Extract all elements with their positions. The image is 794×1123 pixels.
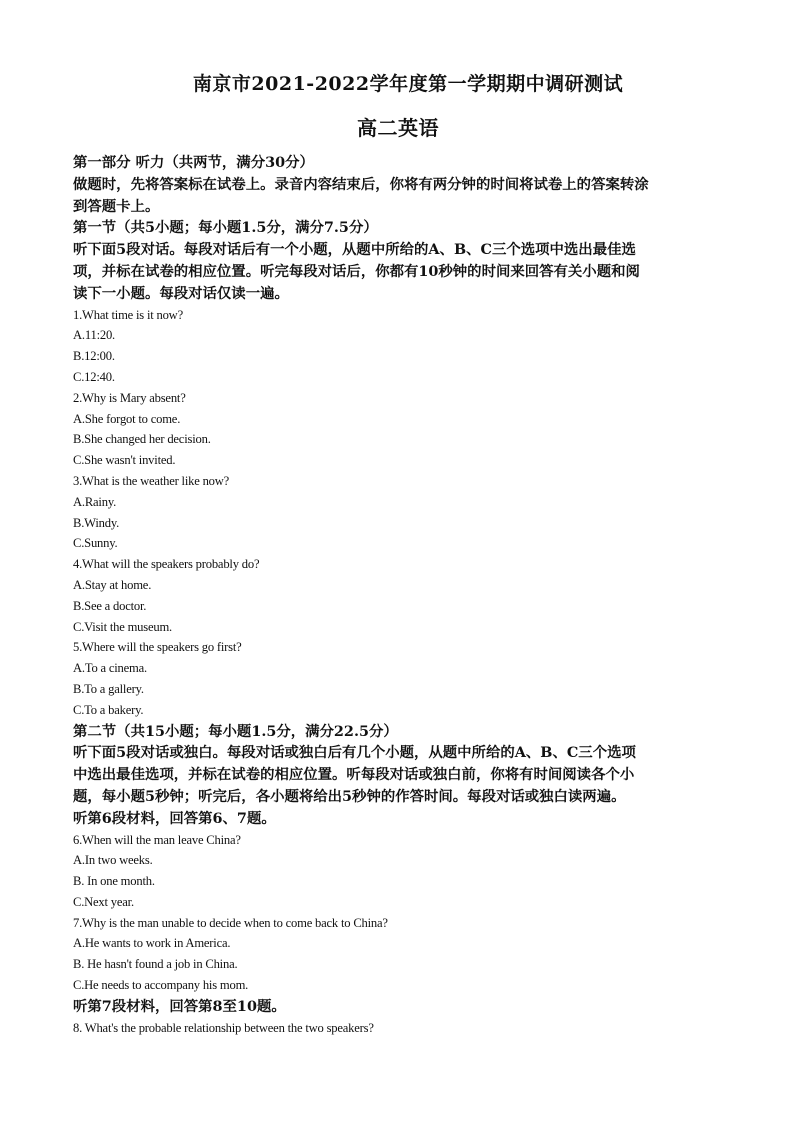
option-a: A.Rainy. [73,494,117,509]
material-7-heading: 听第7段材料，回答第8至10题。 [73,997,286,1015]
section1-instruction-line: 项，并标在试卷的相应位置。听完每段对话后，你都有10秒钟的时间来回答有关小题和阅 [73,262,640,280]
option-c: C.12:40. [73,369,115,384]
question-1: 1.What time is it now? [73,307,183,322]
option-c: C.Next year. [73,894,134,909]
part1-intro-line: 做题时，先将答案标在试卷上。录音内容结束后，你将有两分钟的时间将试卷上的答案转涂 [73,175,649,193]
question-7: 7.Why is the man unable to decide when to come back to China? [73,915,388,930]
option-a: A.In two weeks. [73,853,153,868]
option-c: C.She wasn't invited. [73,453,176,468]
option-b: B.See a doctor. [73,598,147,613]
question-5: 5.Where will the speakers go first? [73,640,242,655]
option-c: C.Visit the museum. [73,619,172,634]
material-6-heading: 听第6段材料，回答第6、7题。 [73,809,276,827]
section1-instruction-line: 听下面5段对话。每段对话后有一个小题，从题中所给的A、B、C三个选项中选出最佳选 [73,241,636,259]
option-c: C.To a bakery. [73,702,144,717]
question-6: 6.When will the man leave China? [73,832,241,847]
exam-subject: 高二英语 [357,116,439,140]
option-a: A.To a cinema. [73,661,147,676]
exam-page [73,70,723,1038]
option-b: B.She changed her decision. [73,432,211,447]
part1-heading: 第一部分 听力（共两节，满分30分） [73,154,314,171]
option-b: B.To a gallery. [73,681,144,696]
option-a: A.11:20. [73,328,116,343]
question-8: 8. What's the probable relationship between the two speakers? [73,1020,374,1035]
question-4: 4.What will the speakers probably do? [73,557,260,572]
option-a: A.He wants to work in America. [73,936,231,951]
option-a: A.Stay at home. [73,577,152,592]
option-c: C.Sunny. [73,536,118,551]
exam-title: 南京市2021-2022学年度第一学期期中调研测试 [192,73,624,95]
section1-instruction-line: 读下一小题。每段对话仅读一遍。 [73,284,289,302]
question-3: 3.What is the weather like now? [73,473,230,488]
section1-heading: 第一节（共5小题；每小题1.5分，满分7.5分） [73,219,378,237]
part1-intro-line: 到答题卡上。 [73,197,160,215]
option-b: B.Windy. [73,515,120,530]
option-b: B. He hasn't found a job in China. [73,957,238,972]
section2-instruction-line: 中选出最佳选项，并标在试卷的相应位置。听每段对话或独白前，你将有时间阅读各个小 [73,766,635,784]
question-2: 2.Why is Mary absent? [73,390,186,405]
option-b: B.12:00. [73,349,115,364]
option-b: B. In one month. [73,874,155,889]
section2-instruction-line: 听下面5段对话或独白。每段对话或独白后有几个小题，从题中所给的A、B、C三个选项 [73,744,636,762]
section2-instruction-line: 题，每小题5秒钟；听完后，各小题将给出5秒钟的作答时间。每段对话或独白读两遍。 [73,787,626,805]
option-a: A.She forgot to come. [73,411,181,426]
option-c: C.He needs to accompany his mom. [73,978,249,993]
section2-heading: 第二节（共15小题；每小题1.5分，满分22.5分） [73,722,398,740]
